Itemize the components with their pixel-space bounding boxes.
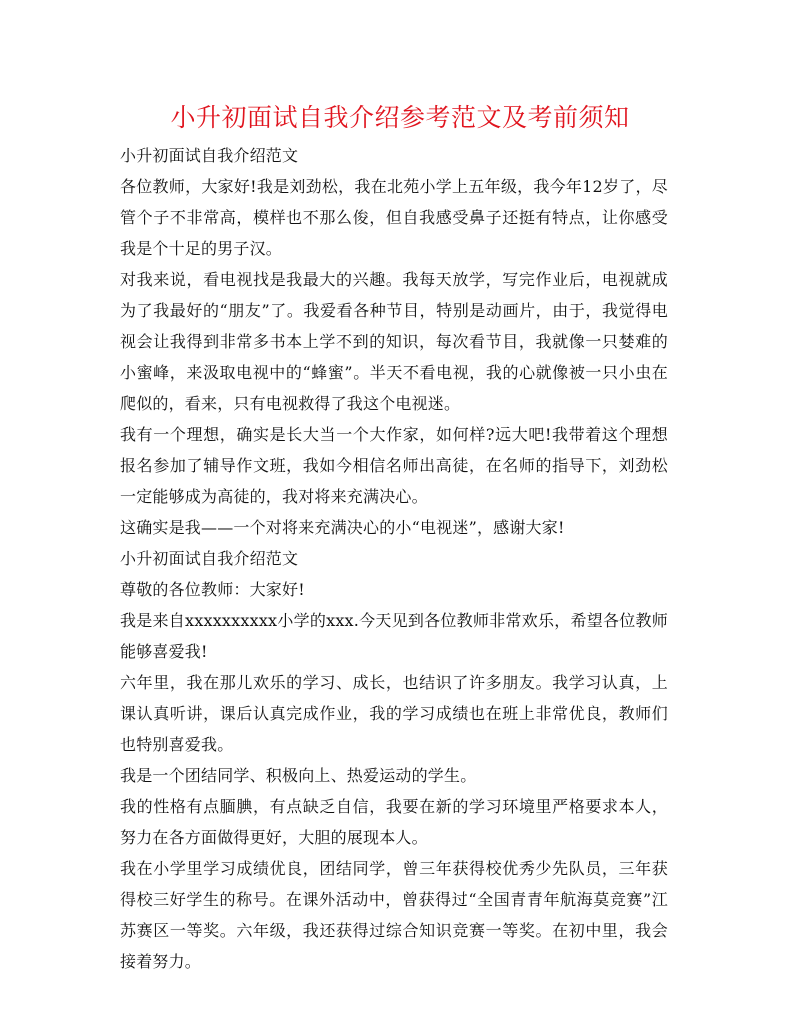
paragraph: 我是来自xxxxxxxxxx小学的xxx.今天见到各位教师非常欢乐，希望各位教师能够喜爱我! [120, 611, 668, 661]
paragraph: 我有一个理想，确实是长大当一个大作家，如何样?远大吧!我带着这个理想报名参加了辅导作文班，我如今相信名师出高徒，在名师的指导下，刘劲松一定能够成为高徒的，我对将来充满决心。 [120, 425, 668, 506]
section-heading: 小升初面试自我介绍范文 [120, 549, 299, 568]
paragraph: 我的性格有点腼腆，有点缺乏自信，我要在新的学习环境里严格要求本人，努力在各方面做得更好，大胆的展现本人。 [120, 797, 668, 847]
section-heading: 小升初面试自我介绍范文 [120, 146, 299, 165]
document-body [120, 140, 668, 977]
paragraph: 六年里，我在那儿欢乐的学习、成长，也结识了许多朋友。我学习认真，上课认真听讲，课后认真完成作业，我的学习成绩也在班上非常优良，教师们也特别喜爱我。 [120, 673, 668, 754]
paragraph: 对我来说，看电视找是我最大的兴趣。我每天放学，写完作业后，电视就成为了我最好的“朋友”了。我爱看各种节目，特别是动画片，由于，我觉得电视会让我得到非常多书本上学不到的知识，每次看节目，我就像一只婪难的小蜜峰，来汲取电视中的“蜂蜜”。半天不看电视，我的心就像被一只小虫在爬似的，看来，只有电视救得了我这个电视迷。 [120, 270, 668, 413]
paragraph: 尊敬的各位教师：大家好! [120, 580, 305, 599]
document-title: 小升初面试自我介绍参考范文及考前须知 [170, 103, 630, 132]
paragraph: 我是一个团结同学、积极向上、热爱运动的学生。 [120, 766, 477, 785]
paragraph: 我在小学里学习成绩优良，团结同学，曾三年获得校优秀少先队员，三年获得校三好学生的称号。在课外活动中，曾获得过“全国青青年航海莫竞赛”江苏赛区一等奖。六年级，我还获得过综合知识竞赛一等奖。在初中里，我会接着努力。 [120, 859, 668, 971]
paragraph: 各位教师，大家好!我是刘劲松，我在北苑小学上五年级，我今年12岁了，尽管个子不非常高，模样也不那么俊，但自我感受鼻子还挺有特点，让你感受我是个十足的男子汉。 [120, 177, 668, 258]
paragraph: 这确实是我——一个对将来充满决心的小“电视迷”，感谢大家! [120, 518, 565, 537]
